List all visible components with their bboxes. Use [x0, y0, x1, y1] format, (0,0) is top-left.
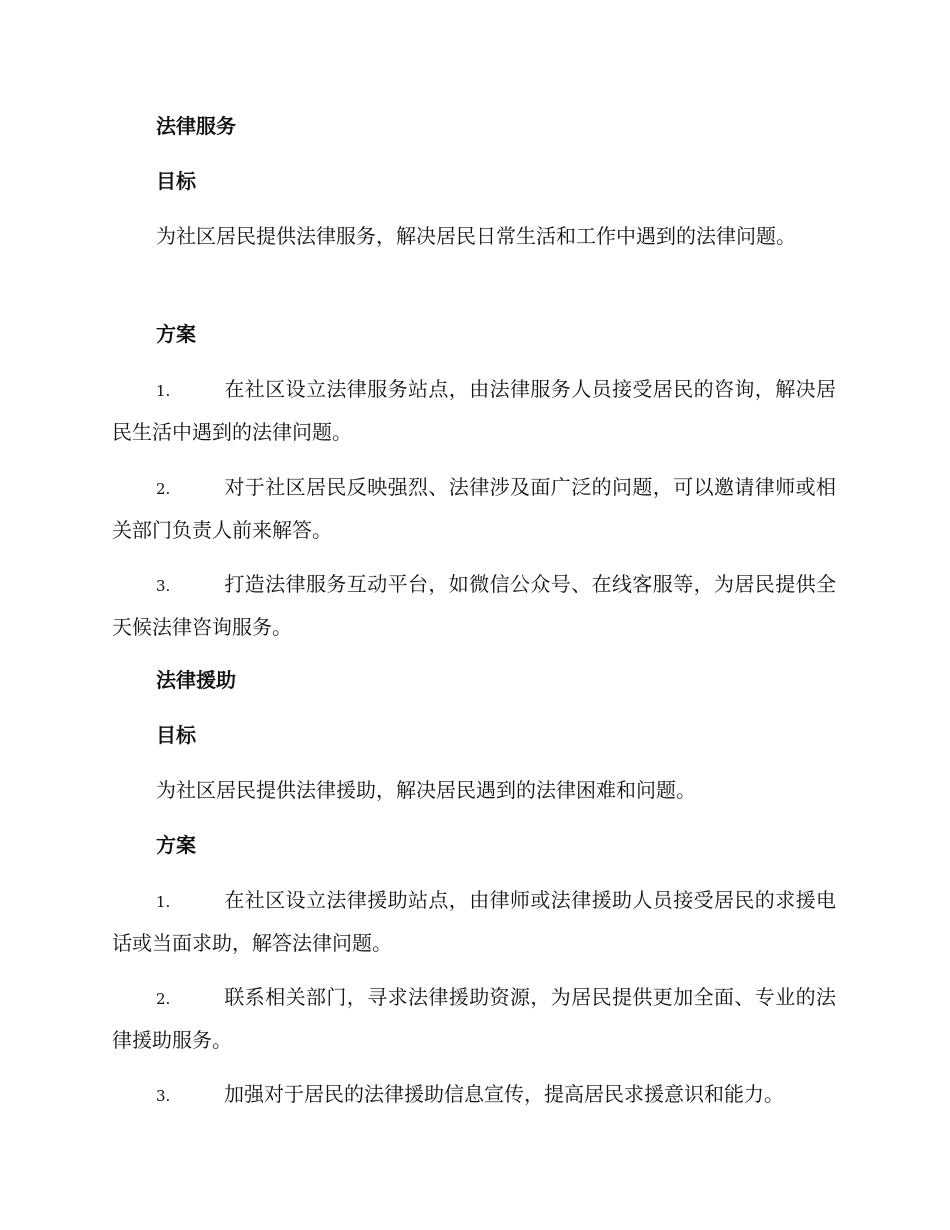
- section-title-legal-aid: 法律援助: [156, 668, 236, 692]
- list-item-number: 1.: [156, 382, 171, 400]
- section1-list-item-1: [112, 369, 836, 453]
- list-item-number: 2.: [156, 990, 171, 1008]
- list-item-number: 3.: [156, 577, 171, 595]
- section1-goal-text: 为社区居民提供法律服务，解决居民日常生活和工作中遇到的法律问题。: [156, 224, 796, 248]
- list-item-text: 加强对于居民的法律援助信息宣传，提高居民求援意识和能力。: [224, 1082, 784, 1106]
- section2-plan-heading: 方案: [156, 833, 196, 857]
- list-item-text: 在社区设立法律援助站点，由律师或法律援助人员接受居民的求援电话或当面求助，解答法律问题。: [112, 888, 836, 955]
- section1-goal-heading: 目标: [156, 169, 196, 193]
- section1-plan-heading: 方案: [156, 322, 196, 346]
- list-item-text: 联系相关部门，寻求法律援助资源，为居民提供更加全面、专业的法律援助服务。: [112, 985, 836, 1052]
- section2-goal-heading: 目标: [156, 723, 196, 747]
- section2-list-item-2: [112, 977, 836, 1061]
- section2-list-item-1: [112, 880, 836, 964]
- list-item-text: 在社区设立法律服务站点，由法律服务人员接受居民的咨询，解决居民生活中遇到的法律问题。: [112, 377, 836, 444]
- section1-list-item-2: [112, 467, 836, 551]
- section2-list-item-3: [112, 1074, 836, 1117]
- list-item-number: 3.: [156, 1087, 171, 1105]
- section-title-legal-service: 法律服务: [156, 114, 236, 138]
- section1-list-item-3: [112, 564, 836, 648]
- list-item-number: 2.: [156, 480, 171, 498]
- section2-goal-text: 为社区居民提供法律援助，解决居民遇到的法律困难和问题。: [156, 778, 696, 802]
- list-item-text: 打造法律服务互动平台，如微信公众号、在线客服等，为居民提供全天候法律咨询服务。: [112, 572, 836, 639]
- list-item-number: 1.: [156, 893, 171, 911]
- list-item-text: 对于社区居民反映强烈、法律涉及面广泛的问题，可以邀请律师或相关部门负责人前来解答。: [112, 475, 836, 542]
